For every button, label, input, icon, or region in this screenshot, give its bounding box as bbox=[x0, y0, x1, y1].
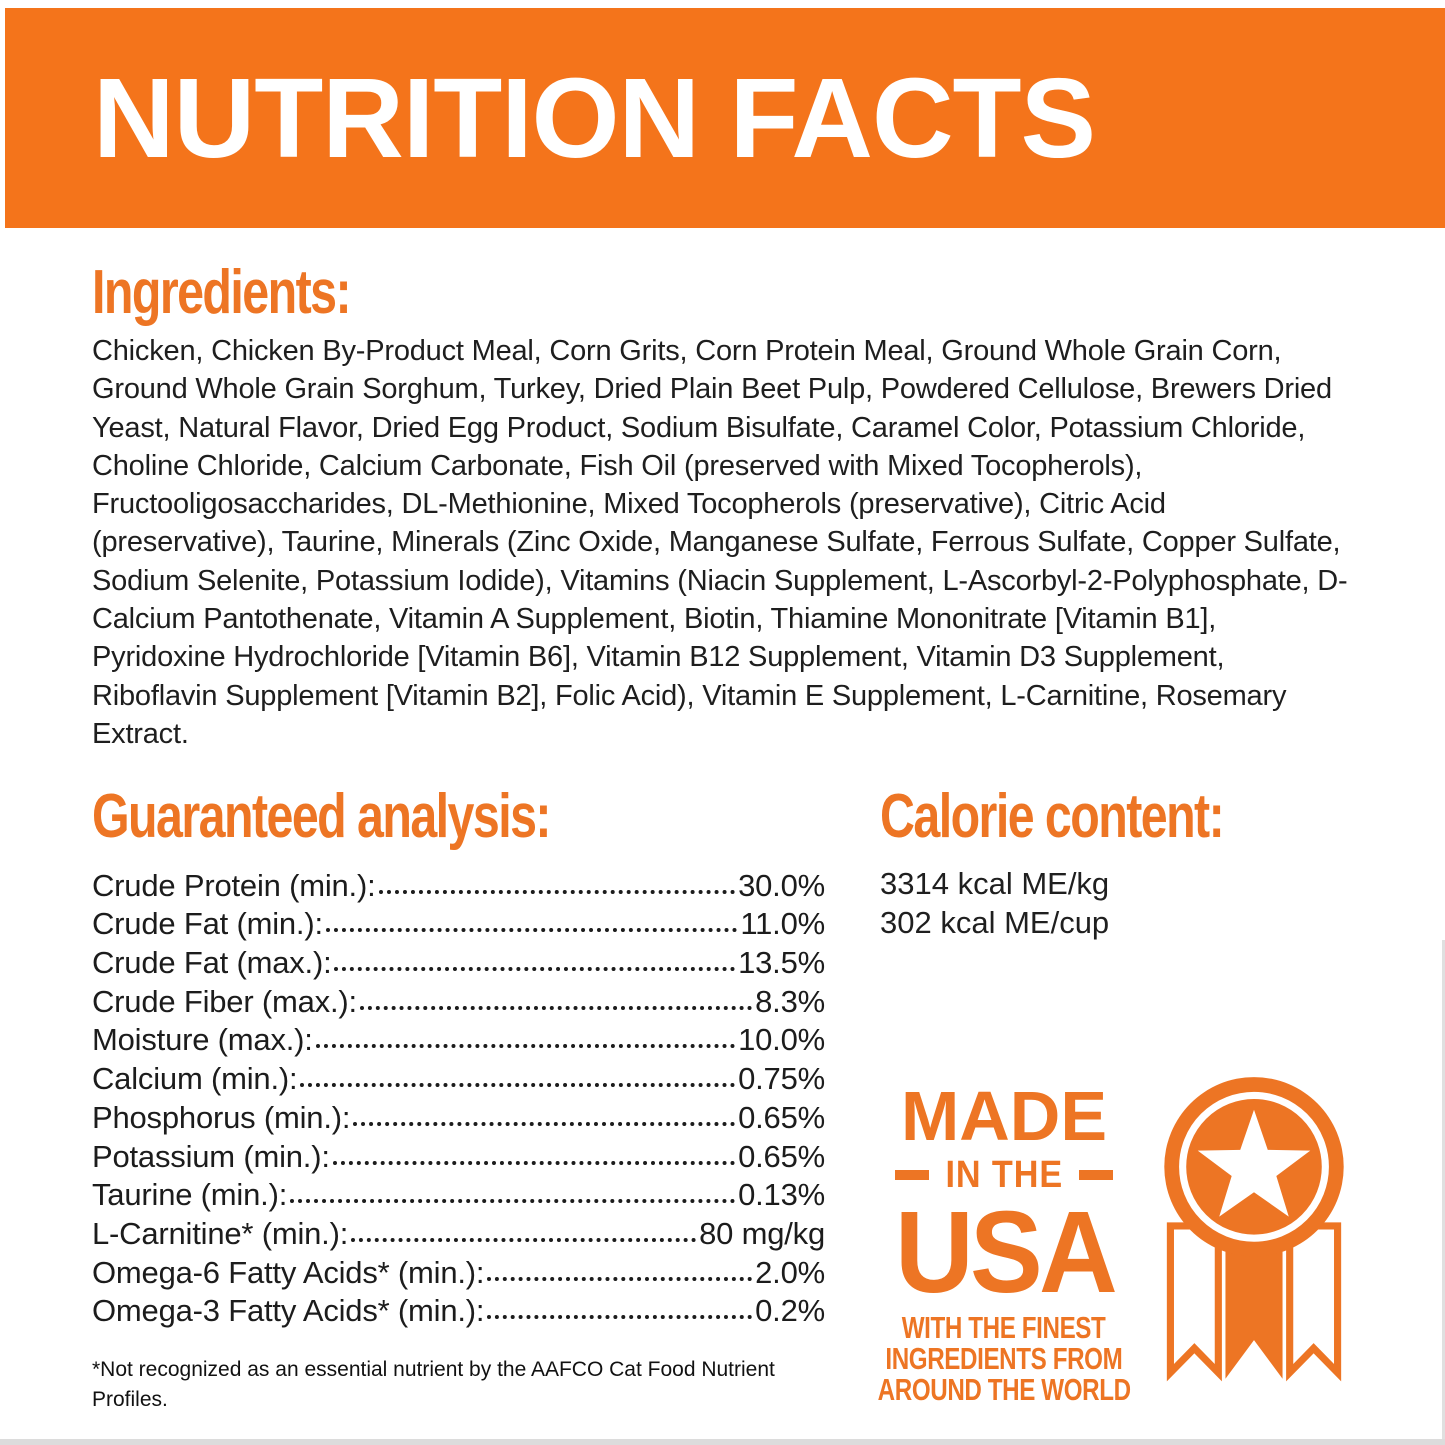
dot-leader bbox=[360, 1006, 752, 1010]
row-value: 0.13% bbox=[738, 1177, 825, 1213]
row-value: 80 mg/kg bbox=[699, 1215, 825, 1251]
row-label: Moisture (max.): bbox=[92, 1022, 313, 1058]
dot-leader bbox=[326, 928, 738, 932]
row-value: 30.0% bbox=[738, 867, 825, 903]
tagline-line-3: AROUND THE WORLD bbox=[877, 1372, 1131, 1407]
calorie-content-heading: Calorie content: bbox=[880, 782, 1224, 851]
row-label: Crude Fiber (max.): bbox=[92, 983, 357, 1019]
analysis-row bbox=[92, 901, 825, 940]
row-label: Phosphorus (min.): bbox=[92, 1099, 351, 1135]
dot-leader bbox=[487, 1277, 752, 1281]
row-label: Calcium (min.): bbox=[92, 1061, 298, 1097]
analysis-row bbox=[92, 1288, 825, 1327]
row-label: Potassium (min.): bbox=[92, 1138, 330, 1174]
row-label: Omega-3 Fatty Acids* (min.): bbox=[92, 1293, 485, 1329]
dot-leader bbox=[351, 1238, 696, 1242]
usa-tagline bbox=[842, 1312, 1166, 1405]
guaranteed-analysis-list bbox=[92, 862, 825, 1329]
row-value: 0.65% bbox=[738, 1099, 825, 1135]
analysis-row bbox=[92, 1210, 825, 1249]
row-value: 13.5% bbox=[738, 945, 825, 981]
analysis-row bbox=[92, 862, 825, 901]
dot-leader bbox=[300, 1083, 735, 1087]
analysis-row bbox=[92, 1055, 825, 1097]
calorie-content-values bbox=[880, 864, 1109, 942]
usa-text: USA bbox=[894, 1187, 1114, 1317]
page-title: NUTRITION FACTS bbox=[93, 54, 1095, 181]
analysis-row bbox=[92, 939, 825, 981]
analysis-row bbox=[92, 1172, 825, 1211]
footnote: *Not recognized as an essential nutrient by the AAFCO Cat Food Nutrient Profiles. bbox=[92, 1358, 775, 1411]
ingredients-text: Chicken, Chicken By-Product Meal, Corn Grits, Corn Protein Meal, Ground Whole Grain Corn, Ground Whole Grain Sorghum, Turkey, Dried Plain Beet Pulp, Powdered Cellulose, Brewers Dried Yeast, Natural Flavor, Dried Egg Product, Sodium Bisulfate, Caramel Color, Potassium Chloride, Choline Chloride, Calcium Carbonate, Fish Oil (preserved with Mixed Tocopherols), Fructooligosaccharides, DL-Methionine, Mixed Tocopherols (preservative), Citric Acid (preservative), Taurine, Minerals (Zinc Oxide, Manganese Sulfate, Ferrous Sulfate, Copper Sulfate, Sodium Selenite, Potassium Iodide), Vitamins (Niacin Supplement, L-Ascorbyl-2-Polyphosphate, D-Calcium Pantothenate, Vitamin A Supplement, Biotin, Thiamine Mononitrate [Vitamin B1], Pyridoxine Hydrochloride [Vitamin B6], Vitamin B12 Supplement, Vitamin D3 Supplement, Riboflavin Supplement [Vitamin B2], Folic Acid), Vitamin E Supplement, L-Carnitine, Rosemary Extract. bbox=[92, 335, 1348, 750]
header-banner bbox=[5, 8, 1445, 228]
dot-leader bbox=[316, 1044, 735, 1048]
made-text: MADE bbox=[900, 1077, 1108, 1155]
row-value: 8.3% bbox=[755, 983, 825, 1019]
dot-leader bbox=[334, 967, 735, 971]
row-value: 0.75% bbox=[738, 1061, 825, 1097]
row-label: Crude Protein (min.): bbox=[92, 867, 376, 903]
calorie-per-cup: 302 kcal ME/cup bbox=[880, 905, 1110, 940]
row-value: 10.0% bbox=[738, 1022, 825, 1058]
row-label: Taurine (min.): bbox=[92, 1177, 288, 1213]
analysis-row bbox=[92, 978, 825, 1017]
made-in-usa-badge bbox=[868, 1077, 1140, 1407]
analysis-row bbox=[92, 1133, 825, 1172]
guaranteed-analysis-heading: Guaranteed analysis: bbox=[92, 782, 550, 851]
dot-leader bbox=[487, 1315, 752, 1319]
row-value: 0.65% bbox=[738, 1138, 825, 1174]
dot-leader bbox=[290, 1199, 735, 1203]
ingredients-heading: Ingredients: bbox=[92, 258, 351, 327]
dot-leader bbox=[353, 1122, 735, 1126]
dot-leader bbox=[379, 890, 736, 894]
dot-leader bbox=[333, 1161, 735, 1165]
row-label: Omega-6 Fatty Acids* (min.): bbox=[92, 1254, 485, 1290]
award-ribbon-icon bbox=[1162, 1073, 1346, 1389]
analysis-row bbox=[92, 1017, 825, 1056]
row-label: L-Carnitine* (min.): bbox=[92, 1215, 349, 1251]
calorie-per-kg: 3314 kcal ME/kg bbox=[880, 866, 1110, 901]
row-value: 0.2% bbox=[755, 1293, 825, 1329]
dash-bar-left bbox=[895, 1170, 929, 1180]
row-value: 2.0% bbox=[755, 1254, 825, 1290]
row-value: 11.0% bbox=[740, 906, 825, 942]
dash-bar-right bbox=[1079, 1170, 1113, 1180]
row-label: Crude Fat (max.): bbox=[92, 945, 332, 981]
analysis-row bbox=[92, 1249, 825, 1288]
tagline-line-2: INGREDIENTS FROM bbox=[885, 1341, 1123, 1376]
row-label: Crude Fat (min.): bbox=[92, 906, 323, 942]
bottom-edge-shadow bbox=[0, 1439, 1445, 1445]
analysis-row bbox=[92, 1094, 825, 1133]
in-the-text: IN THE bbox=[945, 1154, 1063, 1196]
tagline-line-1: WITH THE FINEST bbox=[902, 1310, 1106, 1345]
